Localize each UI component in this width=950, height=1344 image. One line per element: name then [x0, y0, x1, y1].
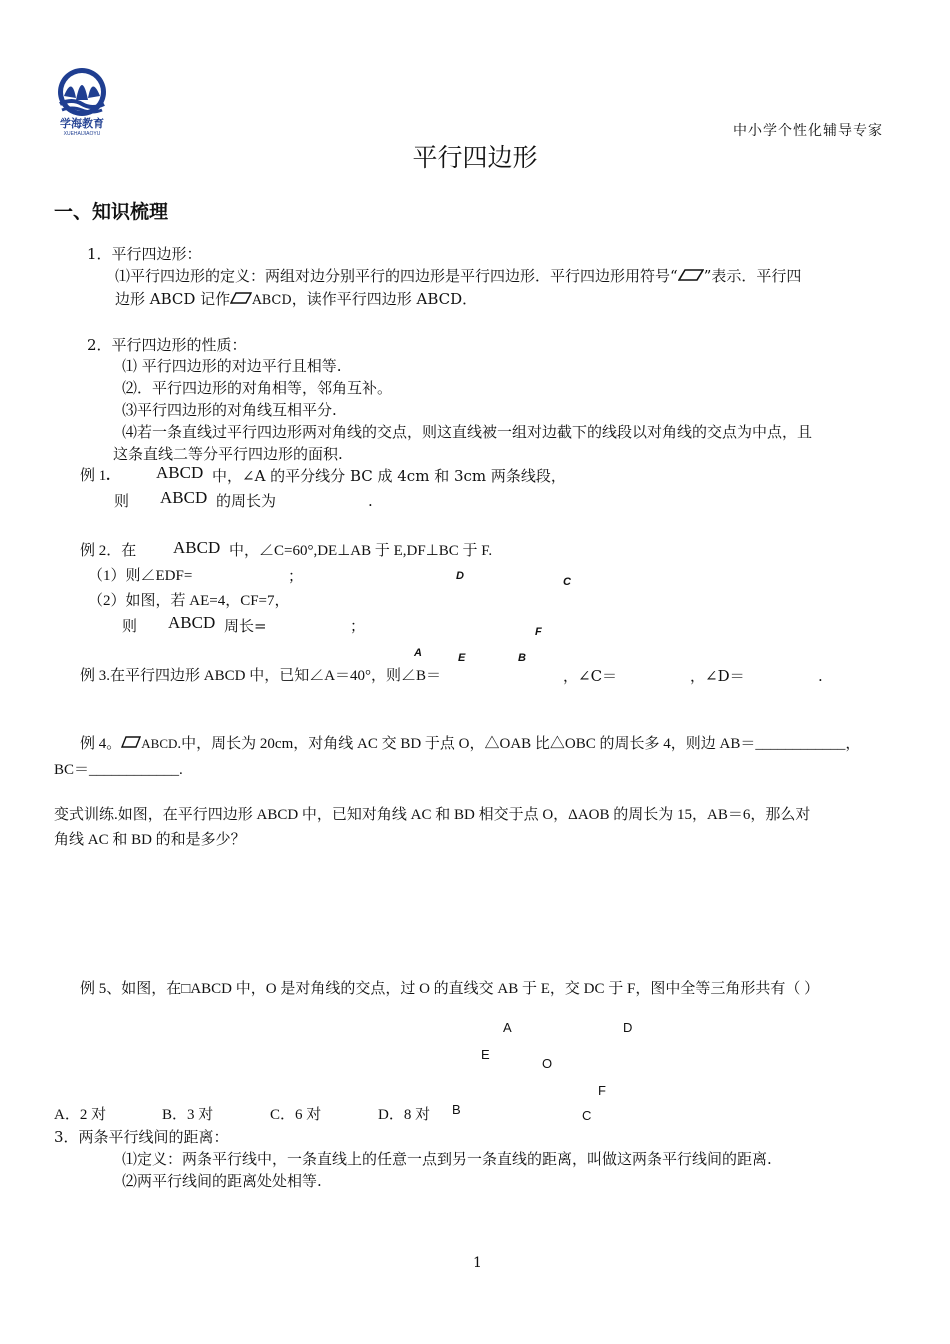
page-title: 平行四边形	[412, 143, 538, 172]
example-4-label: 例 4	[80, 736, 107, 752]
fig5-label-e: E	[481, 1047, 490, 1062]
example-3-end: .	[818, 667, 823, 685]
example-1-then: 则	[114, 492, 130, 510]
example-1-end: .	[368, 492, 373, 510]
item2-p3: ⑶平行四边形的对角线互相平分.	[122, 401, 337, 419]
example-2-q2-text: 周长=	[224, 617, 267, 635]
option-a: A．2 对	[54, 1107, 107, 1123]
item3-heading: 3．两条平行线间的距离：	[54, 1128, 229, 1146]
item1-line1-text: ⑴平行四边形的定义：两组对边分别平行的四边形是平行四边形．平行四边形用符号“	[115, 267, 678, 285]
example-1-abcd2: ABCD	[160, 488, 208, 507]
item1-line2-b: ，读作平行四边形 ABCD．	[291, 290, 478, 308]
example-1-abcd: ABCD	[156, 463, 204, 482]
fig5-label-d: D	[623, 1020, 633, 1035]
example-3-line	[80, 664, 441, 688]
example-2-q2: （2）如图，若 AE=4，CF=7，	[88, 593, 290, 609]
fig5-label-a: A	[503, 1020, 512, 1035]
fig2-label-d: D	[456, 570, 464, 582]
item1-line2-a: 边形 ABCD 记作	[115, 290, 231, 308]
example-2-then: 则	[122, 617, 138, 635]
variant-line1: 变式训练.如图，在平行四边形 ABCD 中，已知对角线 AC 和 BD 相交于点 O，ΔAOB 的周长为 15，AB＝6，那么对	[54, 807, 811, 823]
example-3-text: .在平行四边形 ABCD 中，已知∠A＝40°，则∠B＝	[106, 668, 442, 684]
example-5-text: 、如图，在□ABCD 中，O 是对角线的交点，过 O 的直线交 AB 于 E，交 DC 于 F，图中全等三角形共有（ ）	[106, 981, 820, 997]
parallelogram-symbol-icon	[678, 268, 704, 282]
example-5-line	[80, 977, 819, 1001]
item1-line2-symbol-text: ABCD	[252, 293, 292, 308]
item3-p1: ⑴定义：两条平行线中，一条直线上的任意一点到另一条直线的距离，叫做这两条平行线间的距离.	[122, 1150, 772, 1168]
fig5-label-c: C	[582, 1108, 592, 1123]
example-1-text2: 的周长为	[216, 492, 277, 510]
example-3-d: ，∠D＝	[690, 667, 745, 685]
item2-p4-line1: ⑷若一条直线过平行四边形两对角线的交点，则这直线被一组对边截下的线段以对角线的交点为中点，且	[122, 423, 813, 441]
item2-heading: 2．平行四边形的性质：	[87, 336, 247, 354]
fig5-label-o: O	[542, 1056, 553, 1071]
option-d: D．8 对	[378, 1107, 431, 1123]
example-1-label: 例 1	[80, 468, 107, 484]
page-number: 1	[473, 1255, 482, 1271]
option-c: C．6 对	[270, 1107, 322, 1123]
example-4-prefix: 。	[106, 736, 122, 752]
example-4-text: .中，周长为 20cm，对角线 AC 交 BD 于点 O，△OAB 比△OBC 的周长多 4，则边 AB＝____________，	[177, 736, 861, 752]
logo-subtext: XUEHAIJIAOYU	[63, 131, 101, 137]
example-2-text: 中，∠C=60°,DE⊥AB 于 E,DF⊥BC 于 F.	[229, 543, 493, 559]
variant-line2: 角线 AC 和 BD 的和是多少？	[54, 832, 246, 848]
fig2-label-f: F	[535, 626, 542, 638]
example-2-q1: （1）则∠EDF=	[88, 568, 193, 584]
example-4-abcd: ABCD	[141, 736, 178, 751]
logo	[54, 66, 110, 138]
item2-p1: ⑴ 平行四边形的对边平行且相等.	[122, 357, 342, 375]
example-2-prefix: ．在	[106, 543, 137, 559]
fig2-label-e: E	[458, 652, 466, 664]
item1-line2	[115, 287, 477, 313]
example-2-abcd: ABCD	[173, 538, 221, 557]
example-2-label-text: 例 2	[80, 543, 107, 559]
example-2-label	[80, 539, 136, 563]
example-2-q1-end: ；	[288, 567, 304, 585]
fig5-label-f: F	[598, 1083, 606, 1098]
example-5-label: 例 5	[80, 981, 107, 997]
item1-line1-end: ”表示．平行四	[703, 267, 802, 285]
item2-p2: ⑵．平行四边形的对角相等，邻角互补。	[122, 379, 393, 397]
example-1-line1	[80, 464, 110, 488]
example-4-line2: BC＝____________.	[54, 762, 183, 778]
fig2-label-a: A	[414, 647, 422, 659]
item1-heading: 1．平行四边形：	[87, 245, 202, 263]
logo-text: 学海教育	[60, 117, 104, 130]
parallelogram-symbol-icon	[121, 736, 141, 748]
parallelogram-symbol-icon	[230, 292, 252, 304]
example-3-c: ，∠C＝	[563, 667, 618, 685]
section-heading: 一、知识梳理	[54, 201, 169, 223]
example-1-dot: .	[106, 468, 111, 484]
fig2-label-b: B	[518, 652, 526, 664]
option-b: B．3 对	[162, 1107, 214, 1123]
item3-p2: ⑵两平行线间的距离处处相等.	[122, 1172, 322, 1190]
item1-line1	[115, 264, 801, 288]
example-2-q2-end: ；	[350, 617, 366, 635]
item2-p4-line2: 这条直线二等分平行四边形的面积.	[113, 445, 343, 463]
fig2-label-c: C	[563, 576, 571, 588]
example-2-abcd2: ABCD	[168, 613, 216, 632]
example-1-text1: 中，∠A 的平分线分 BC 成 4cm 和 3cm 两条线段，	[212, 467, 566, 485]
fig5-label-b: B	[452, 1102, 461, 1117]
header-tagline: 中小学个性化辅导专家	[733, 123, 883, 139]
example-3-label: 例 3	[80, 668, 107, 684]
example-4-line1	[80, 732, 860, 756]
